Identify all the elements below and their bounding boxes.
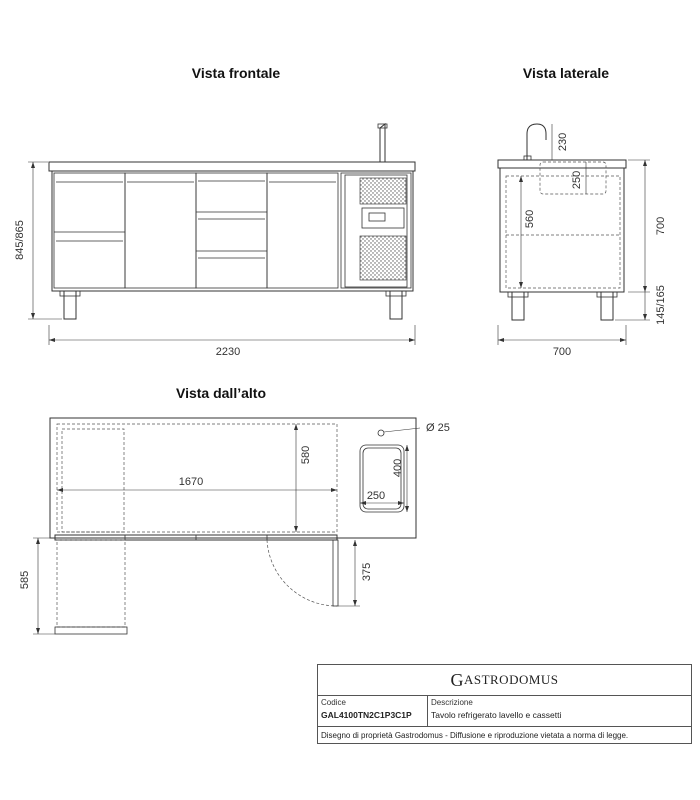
arrowhead [57,488,63,492]
side-view [498,65,667,358]
front-drawer-section-1 [54,173,125,288]
front-width-label: 2230 [215,346,241,358]
front-door-2 [267,173,338,288]
side-feet-label: 145/165 [655,285,667,325]
arrowhead [498,338,504,342]
front-worktop [49,162,415,171]
top-tap-hole [378,430,384,436]
arrowhead [49,338,55,342]
side-foot [512,292,524,320]
arrowhead [36,538,40,544]
front-view-title: Vista frontale [191,65,281,81]
top-open-drawer-front [55,627,127,634]
front-display [369,213,385,221]
title-block [317,664,692,744]
top-view [19,385,450,634]
front-tap [380,124,385,162]
arrowhead [31,313,35,319]
description-value: Tavolo refrigerato lavello e cassetti [431,710,562,720]
code-label: Codice [321,698,346,707]
front-vent-grille-bottom [360,236,406,280]
code-cell [318,696,428,726]
arrowhead [643,160,647,166]
side-height-label: 700 [655,216,667,236]
arrowhead [643,314,647,320]
arrowhead [519,176,523,182]
side-width-label: 700 [552,346,572,358]
arrowhead [353,600,357,606]
side-tap [527,124,546,160]
arrowhead [405,506,409,512]
top-door-swing-arc [267,540,337,606]
brand-name: ASTRODOMUS [463,672,559,687]
side-body [500,168,624,292]
title-block-row [318,696,691,727]
front-drawer-section-2 [196,173,267,288]
front-foot-cap [386,291,406,296]
copyright-notice: Disegno di proprietà Gastrodomus - Diffusione e riproduzione vietata a norma di legge. [321,731,629,740]
side-inner-cabinet [506,176,620,288]
top-worktop [50,418,416,538]
side-foot [601,292,613,320]
arrowhead [620,338,626,342]
front-foot-cap [60,291,80,296]
side-foot-cap [508,292,528,297]
side-worktop [498,160,626,168]
arrowhead [409,338,415,342]
arrowhead [405,445,409,451]
front-view [14,65,415,358]
top-drawer-outline [62,429,124,532]
side-view-title: Vista laterale [522,65,610,81]
arrowhead [294,526,298,532]
front-door-1 [125,173,196,288]
front-foot [64,291,76,319]
front-control-panel [362,208,404,228]
arrowhead [36,628,40,634]
top-open-drawer [57,540,125,627]
arrowhead [643,286,647,292]
code-value: GAL4100TN2C1P3C1P [321,710,412,720]
top-depth-label: 580 [300,445,312,465]
side-inner-label: 560 [524,209,536,229]
brand-logo [318,665,691,696]
front-body [52,171,413,291]
arrowhead [353,540,357,546]
top-hole-leader [384,428,420,432]
top-drawer-label: 585 [19,570,31,590]
front-vent-grille-top [360,178,406,204]
front-foot [390,291,402,319]
description-cell [428,696,691,726]
top-sink-w-label: 250 [366,490,386,502]
top-length-label: 1670 [178,476,204,488]
brand-initial: G [450,669,464,690]
side-tap-label: 230 [557,132,569,152]
arrowhead [31,162,35,168]
side-foot-cap [597,292,617,297]
arrowhead [294,424,298,430]
arrowhead [519,282,523,288]
top-hole-label: Ø 25 [426,422,450,434]
top-open-door [333,540,338,606]
top-view-title: Vista dall’alto [176,385,266,401]
top-door-label: 375 [361,562,373,582]
arrowhead [331,488,337,492]
description-label: Descrizione [431,698,473,707]
front-height-label: 845/865 [14,220,26,260]
side-sink-depth-label: 250 [571,170,583,190]
top-sink-h-label: 400 [392,458,404,478]
